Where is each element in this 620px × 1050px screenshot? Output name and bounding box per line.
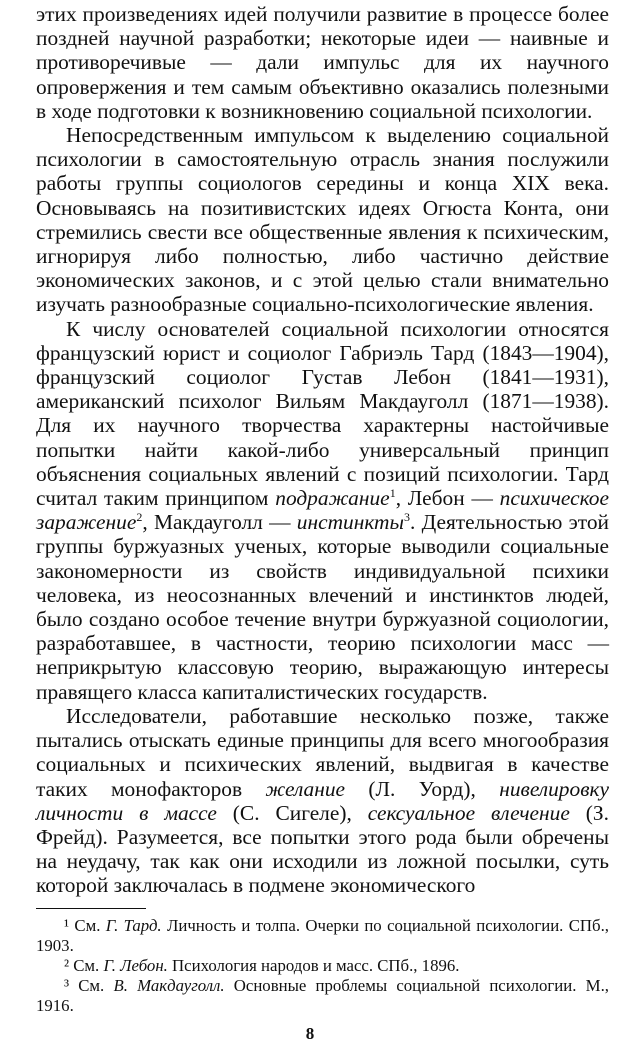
text-segment: , Лебон — xyxy=(395,486,500,511)
footnote-text: Личность и толпа. Очерки по социальной психологии. СПб., 1903. xyxy=(36,916,609,955)
text-segment: (З. Фрейд). Разумеется, все попытки этого рода были обречены на неудачу, так как они исходили из ложной посылки, суть которой заключалась в подмене экономического xyxy=(36,800,609,898)
footnotes xyxy=(36,916,609,1016)
text-segment: Исследователи, работавшие несколько позже, также пытались отыскать единые принципы для всего многообразия социальных и психических явлений, выдвигая в качестве таких монофакторов xyxy=(36,703,609,801)
footnote-divider xyxy=(36,908,146,909)
italic-term: инстинкты xyxy=(296,510,404,535)
page-number: 8 xyxy=(305,1024,315,1043)
text-segment: (Л. Уорд), xyxy=(345,776,500,801)
text-segment: . Деятельностью этой группы буржуазных ученых, которые выводили социальные закономерности из свойств индивидуальной психики человека, из неосознанных влечений и инстинктов людей, было создано особое течение внутри буржуазной социологии, разработавшее, в частности, теорию психологии масс — неприкрытую классовую теорию, выражающую интересы правящего класса капиталистических государств. xyxy=(36,510,609,704)
main-text xyxy=(36,2,609,898)
italic-term: психическое заражение xyxy=(36,486,609,535)
footnote-author: Г. Лебон. xyxy=(103,956,168,975)
footnote-marker: ² См. xyxy=(64,956,104,975)
footnote-ref: 1 xyxy=(389,485,396,500)
italic-term: желание xyxy=(265,776,346,801)
italic-term: нивелировку личности в массе xyxy=(36,776,609,825)
footnote-3 xyxy=(36,976,609,1016)
footnote-1 xyxy=(36,916,609,956)
footnote-marker: ¹ См. xyxy=(64,916,106,935)
paragraph-1: этих произведениях идей получили развитие в процессе более поздней научной разработки; некоторые идеи — наивные и противоречивые — дали импульс для их научного опровержения и тем самым объективно оказались полезными в ходе подготовки к возникновению социальной психологии. xyxy=(36,2,609,123)
text-segment: (С. Сигеле), xyxy=(216,800,368,825)
italic-term: сексуальное влечение xyxy=(367,800,570,825)
text-segment: , Макдауголл — xyxy=(142,510,297,535)
footnote-marker: ³ См. xyxy=(64,976,114,995)
footnote-ref: 3 xyxy=(404,510,410,525)
italic-term: подражание xyxy=(275,486,390,511)
footnote-ref: 2 xyxy=(136,510,143,525)
footnote-text: Основные проблемы социальной психологии. М., 1916. xyxy=(36,976,609,1015)
paragraph-2: Непосредственным импульсом к выделению социальной психологии в самостоятельную отрасль знания послужили работы группы социологов середины и конца XIX века. Основываясь на позитивистских идеях Огюста Конта, они стремились свести все общественные явления к психическим, игнорируя либо полностью, либо частично действие экономических законов, и с этой целью стали внимательно изучать разнообразные социально-психологические явления. xyxy=(36,123,609,317)
footnote-2 xyxy=(36,956,609,976)
footnote-author: В. Макдауголл. xyxy=(113,976,225,995)
paragraph-3 xyxy=(36,317,609,704)
text-segment: К числу основателей социальной психологии относятся французский юрист и социолог Габриэль Тард (1843—1904), французский социолог Густав Лебон (1841—1931), американский психолог Вильям Макдауголл (1871—1938). Для их научного творчества характерны настойчивые попытки найти какой-либо универсальный принцип объяснения социальных явлений с позиций психологии. Тард считал таким принципом xyxy=(36,316,609,511)
paragraph-4 xyxy=(36,704,609,898)
footnote-text: Психология народов и масс. СПб., 1896. xyxy=(167,956,460,975)
footnote-author: Г. Тард. xyxy=(105,916,162,935)
